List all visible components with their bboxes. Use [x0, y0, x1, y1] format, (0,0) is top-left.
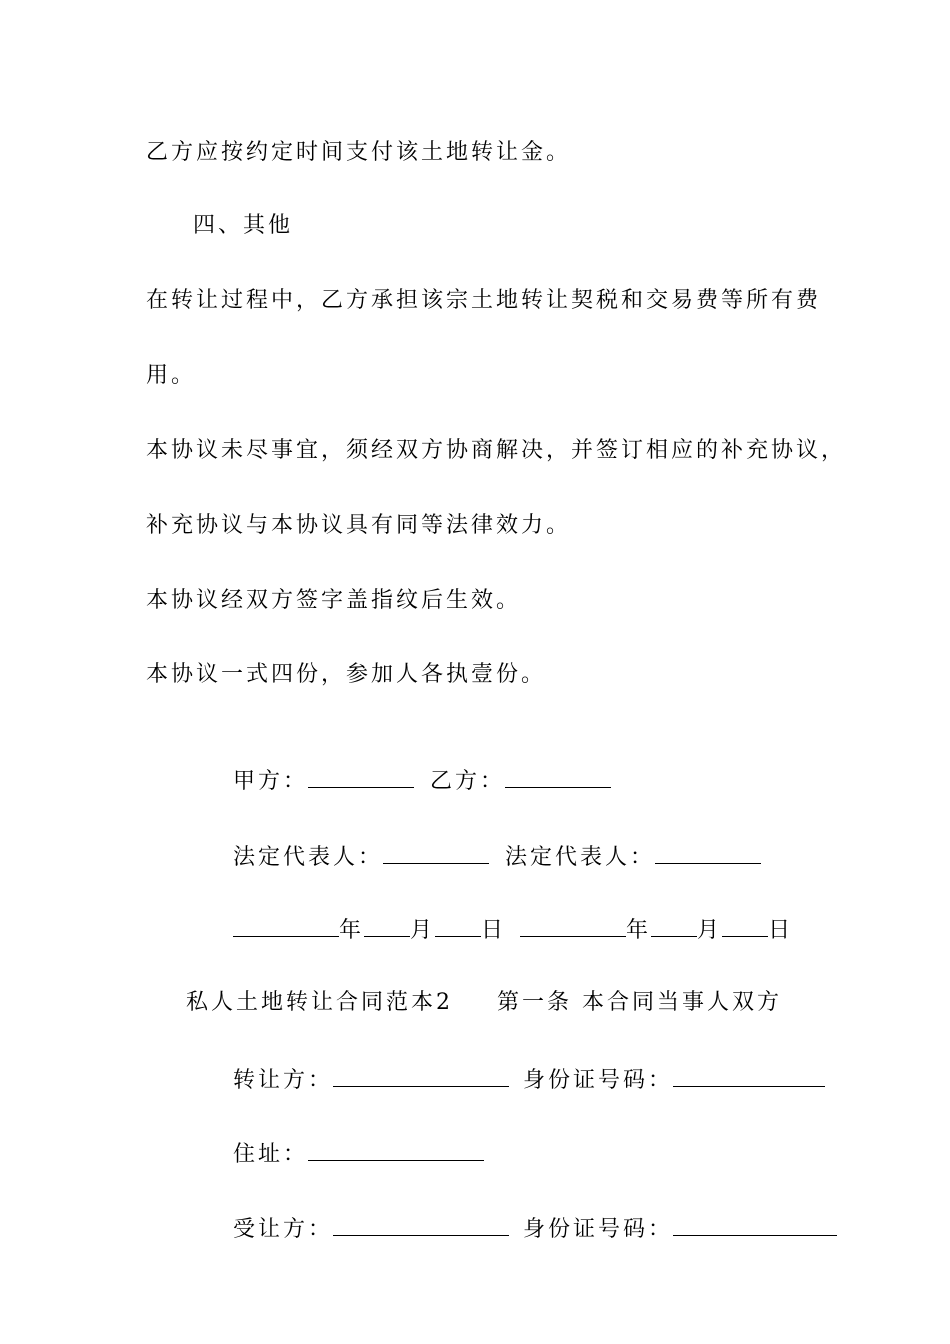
- address-label: 住址：: [232, 1142, 308, 1167]
- transferee-blank: [333, 1213, 509, 1236]
- paragraph-unresolved: 本协议未尽事宜，须经双方协商解决，并签订相应的补充协议，: [146, 438, 847, 463]
- party-b-label: 乙方：: [430, 769, 506, 794]
- date-a-month-blank: [364, 914, 410, 937]
- date-a-day-label: 日: [481, 918, 507, 943]
- transferor-blank: [333, 1064, 509, 1087]
- paragraph-unresolved-cont: 补充协议与本协议具有同等法律效力。: [146, 513, 572, 538]
- date-b-month-blank: [651, 914, 697, 937]
- rep-a-label: 法定代表人：: [232, 845, 383, 870]
- address-blank: [308, 1138, 484, 1161]
- transferee-id-blank: [673, 1213, 837, 1236]
- date-b-day-label: 日: [768, 918, 794, 943]
- date-b-day-blank: [722, 914, 768, 937]
- party-a-blank: [308, 765, 414, 788]
- rep-b-label: 法定代表人：: [505, 845, 656, 870]
- paragraph-fees: 在转让过程中，乙方承担该宗土地转让契税和交易费等所有费: [146, 288, 822, 313]
- date-a-year-label: 年: [338, 918, 364, 943]
- transferor-label: 转让方：: [232, 1068, 333, 1093]
- paragraph-payment: 乙方应按约定时间支付该土地转让金。: [146, 140, 572, 165]
- transferee-row: [193, 1183, 837, 1275]
- date-b-year-label: 年: [626, 918, 652, 943]
- date-a-day-blank: [435, 914, 481, 937]
- contract2-title: 私人土地转让合同范本2: [185, 990, 453, 1015]
- paragraph-fees-cont: 用。: [146, 363, 197, 388]
- date-a-year-blank: [233, 914, 339, 937]
- rep-a-blank: [383, 841, 489, 864]
- paragraph-effective: 本协议经双方签字盖指纹后生效。: [146, 588, 522, 613]
- date-b-year-blank: [520, 914, 626, 937]
- contract2-article1: 第一条 本合同当事人双方: [496, 990, 782, 1015]
- party-a-label: 甲方：: [232, 769, 308, 794]
- rep-b-blank: [655, 841, 761, 864]
- transferee-label: 受让方：: [232, 1217, 333, 1242]
- transferee-id-label: 身份证号码：: [523, 1217, 674, 1242]
- paragraph-copies: 本协议一式四份，参加人各执壹份。: [146, 662, 547, 687]
- section-heading-other: 四、其他: [193, 213, 294, 238]
- date-b-month-label: 月: [697, 918, 723, 943]
- date-a-month-label: 月: [410, 918, 436, 943]
- party-b-blank: [505, 765, 611, 788]
- transferor-id-label: 身份证号码：: [523, 1068, 674, 1093]
- transferor-id-blank: [673, 1064, 825, 1087]
